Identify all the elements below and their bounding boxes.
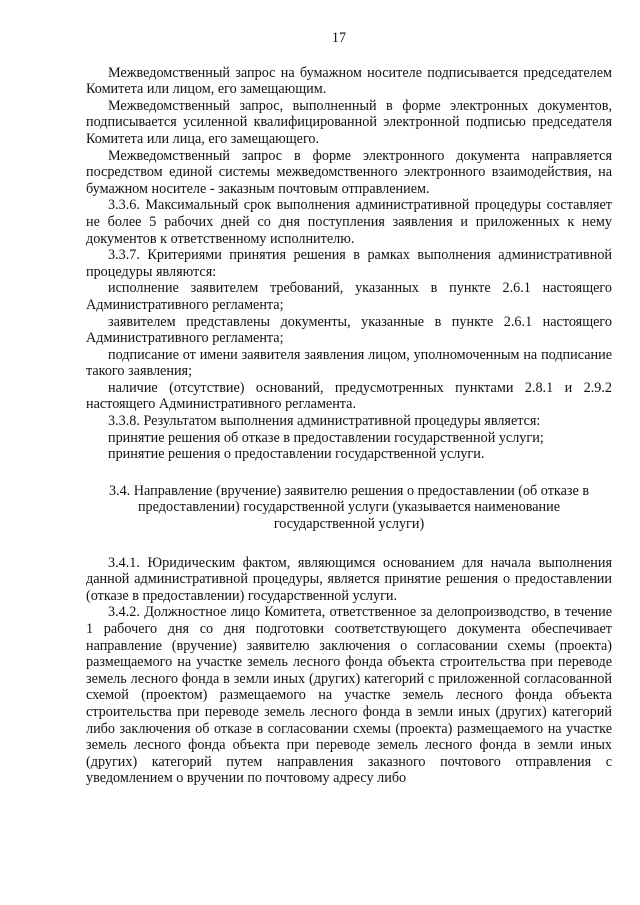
paragraph-3-3-7: 3.3.7. Критериями принятия решения в рамках выполнения административной процедуры являются:	[86, 247, 612, 280]
paragraph-electronic-request-signing: Межведомственный запрос, выполненный в форме электронных документов, подписывается усиленной квалифицированной электронной подписью председателя Комитета или лица, его замещающего.	[86, 97, 612, 147]
section-heading-3-4: 3.4. Направление (вручение) заявителю решения о предоставлении (об отказе в предоставлении) государственной услуги (указывается наименование государственной услуги)	[108, 482, 590, 533]
paragraph-3-3-6: 3.3.6. Максимальный срок выполнения административной процедуры составляет не более 5 рабочих дней со дня поступления заявления и приложенных к нему документов к ответственному исполнителю.	[86, 197, 612, 247]
paragraph-request-delivery: Межведомственный запрос в форме электронного документа направляется посредством единой системы межведомственного электронного взаимодействия, на бумажном носителе - заказным почтовым отправлением.	[86, 147, 612, 197]
list-item-result: принятие решения о предоставлении государственной услуги.	[108, 446, 485, 463]
paragraph-3-3-8: 3.3.8. Результатом выполнения административной процедуры является:	[108, 413, 541, 430]
list-item-criterion: подписание от имени заявителя заявления лицом, уполномоченным на подписание такого заявления;	[86, 346, 612, 380]
list-item-result: принятие решения об отказе в предоставлении государственной услуги;	[108, 429, 544, 446]
page-number: 17	[331, 30, 347, 46]
document-page	[86, 30, 612, 787]
list-item-criterion: исполнение заявителем требований, указанных в пункте 2.6.1 настоящего Административного регламента;	[86, 280, 612, 313]
paragraph-3-4-1: 3.4.1. Юридическим фактом, являющимся основанием для начала выполнения данной административной процедуры, является принятие решения о предоставлении (отказе в предоставлении) государственной услуги.	[86, 554, 612, 604]
paragraph-paper-request-signing: Межведомственный запрос на бумажном носителе подписывается председателем Комитета или лицом, его замещающим.	[86, 64, 612, 98]
list-item-criterion: наличие (отсутствие) оснований, предусмотренных пунктами 2.8.1 и 2.9.2 настоящего Административного регламента.	[86, 379, 612, 413]
paragraph-3-4-2: 3.4.2. Должностное лицо Комитета, ответственное за делопроизводство, в течение 1 рабочего дня со дня подготовки соответствующего документа обеспечивает направление (вручение) заявителю заключения о согласовании схемы (проекта) размещаемого на участке земель лесного фонда объекта строительства при переводе земель лесного фонда в земли иных (других) категорий с приложенной согласованной схемой (проектом) размещаемого на участке земель лесного фонда объекта строительства при переводе земель лесного фонда в земли иных (других) категорий либо заключения об отказе в согласовании схемы (проекта) размещаемого на участке земель лесного фонда объекта при переводе земель лесного фонда в земли иных (других) категорий путем направления заказного почтового отправления с уведомлением о вручении по почтовому адресу либо	[86, 604, 612, 787]
list-item-criterion: заявителем представлены документы, указанные в пункте 2.6.1 настоящего Административного регламента;	[86, 313, 612, 347]
